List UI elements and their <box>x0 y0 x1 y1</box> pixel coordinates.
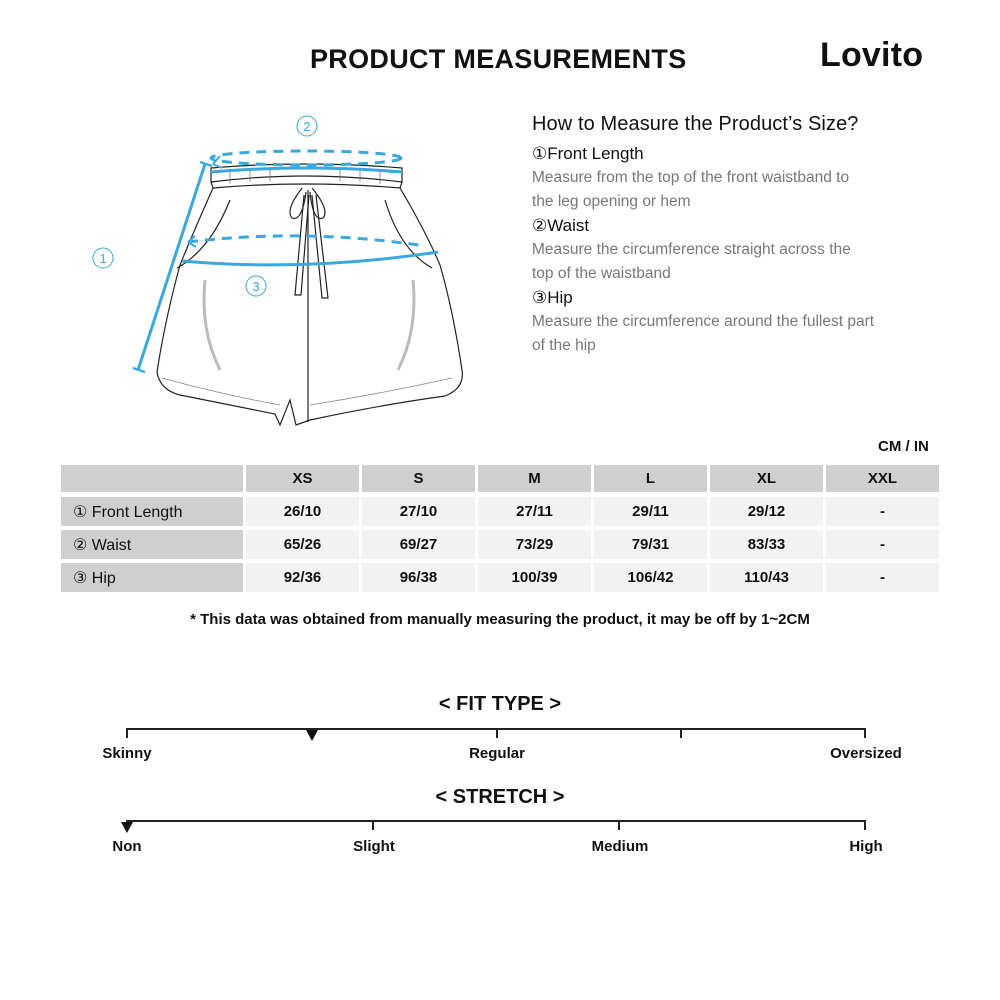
table-cell: 65/26 <box>246 530 359 559</box>
table-cell: 92/36 <box>246 563 359 592</box>
column-header: M <box>478 465 591 492</box>
scale-tick <box>680 728 682 738</box>
table-cell: 27/11 <box>478 497 591 526</box>
page-title: PRODUCT MEASUREMENTS <box>310 44 687 74</box>
stretch-scale <box>127 820 866 830</box>
shorts-measurement-diagram <box>80 100 500 440</box>
column-header: L <box>594 465 707 492</box>
table-cell: 26/10 <box>246 497 359 526</box>
howto-item-title: ①Front Length <box>532 144 644 163</box>
table-cell: 100/39 <box>478 563 591 592</box>
table-row <box>61 530 939 559</box>
table-cell: - <box>826 530 939 559</box>
fit-type-scale <box>127 728 866 738</box>
fit-type-marker-icon <box>306 730 318 741</box>
svg-text:3: 3 <box>252 279 260 294</box>
table-corner-cell <box>61 465 243 492</box>
column-header: XS <box>246 465 359 492</box>
row-label: ③ Hip <box>61 563 243 592</box>
howto-item-title: ③Hip <box>532 288 573 307</box>
scale-tick <box>372 820 374 830</box>
fit-type-title: < FIT TYPE > <box>438 693 562 715</box>
howto-heading: How to Measure the Product’s Size? <box>532 113 859 135</box>
units-label: CM / IN <box>878 438 929 455</box>
stretch-label-high: High <box>849 838 883 855</box>
howto-item-waist <box>532 214 932 286</box>
scale-tick <box>126 728 128 738</box>
table-header-row <box>61 465 939 492</box>
stretch-label-slight: Slight <box>353 838 395 855</box>
column-header: S <box>362 465 475 492</box>
row-label: ② Waist <box>61 530 243 559</box>
stretch-marker-icon <box>121 822 133 833</box>
table-cell: 29/12 <box>710 497 823 526</box>
size-table <box>61 465 939 596</box>
table-row <box>61 497 939 526</box>
howto-item-desc: Measure from the top of the front waistband to <box>532 169 850 186</box>
row-label: ① Front Length <box>61 497 243 526</box>
howto-item-desc: the leg opening or hem <box>532 193 691 210</box>
table-cell: - <box>826 563 939 592</box>
how-to-measure-section <box>532 113 932 358</box>
column-header: XXL <box>826 465 939 492</box>
howto-item-title: ②Waist <box>532 216 590 235</box>
howto-item-desc: Measure the circumference around the fullest part <box>532 313 875 330</box>
fit-label-oversized: Oversized <box>830 745 902 762</box>
table-cell: 79/31 <box>594 530 707 559</box>
table-cell: 106/42 <box>594 563 707 592</box>
scale-tick <box>618 820 620 830</box>
measurement-note: * This data was obtained from manually measuring the product, it may be off by 1~2CM <box>190 611 810 628</box>
stretch-title: < STRETCH > <box>435 786 565 808</box>
fit-label-skinny: Skinny <box>102 745 152 762</box>
svg-text:1: 1 <box>99 251 107 266</box>
howto-item-desc: of the hip <box>532 337 596 354</box>
table-cell: 29/11 <box>594 497 707 526</box>
table-cell: 110/43 <box>710 563 823 592</box>
table-cell: 69/27 <box>362 530 475 559</box>
scale-tick <box>496 728 498 738</box>
howto-item-desc: Measure the circumference straight across the <box>532 241 851 258</box>
table-cell: 83/33 <box>710 530 823 559</box>
table-cell: - <box>826 497 939 526</box>
table-cell: 96/38 <box>362 563 475 592</box>
table-cell: 27/10 <box>362 497 475 526</box>
howto-item-hip <box>532 286 932 358</box>
stretch-label-non: Non <box>112 838 142 855</box>
table-cell: 73/29 <box>478 530 591 559</box>
howto-item-desc: top of the waistband <box>532 265 671 282</box>
scale-tick <box>864 728 866 738</box>
brand-logo: Lovito <box>820 36 924 74</box>
howto-item-front-length <box>532 142 932 214</box>
fit-label-regular: Regular <box>469 745 525 762</box>
stretch-label-medium: Medium <box>591 838 649 855</box>
column-header: XL <box>710 465 823 492</box>
table-row <box>61 563 939 592</box>
scale-tick <box>864 820 866 830</box>
svg-text:2: 2 <box>303 119 311 134</box>
